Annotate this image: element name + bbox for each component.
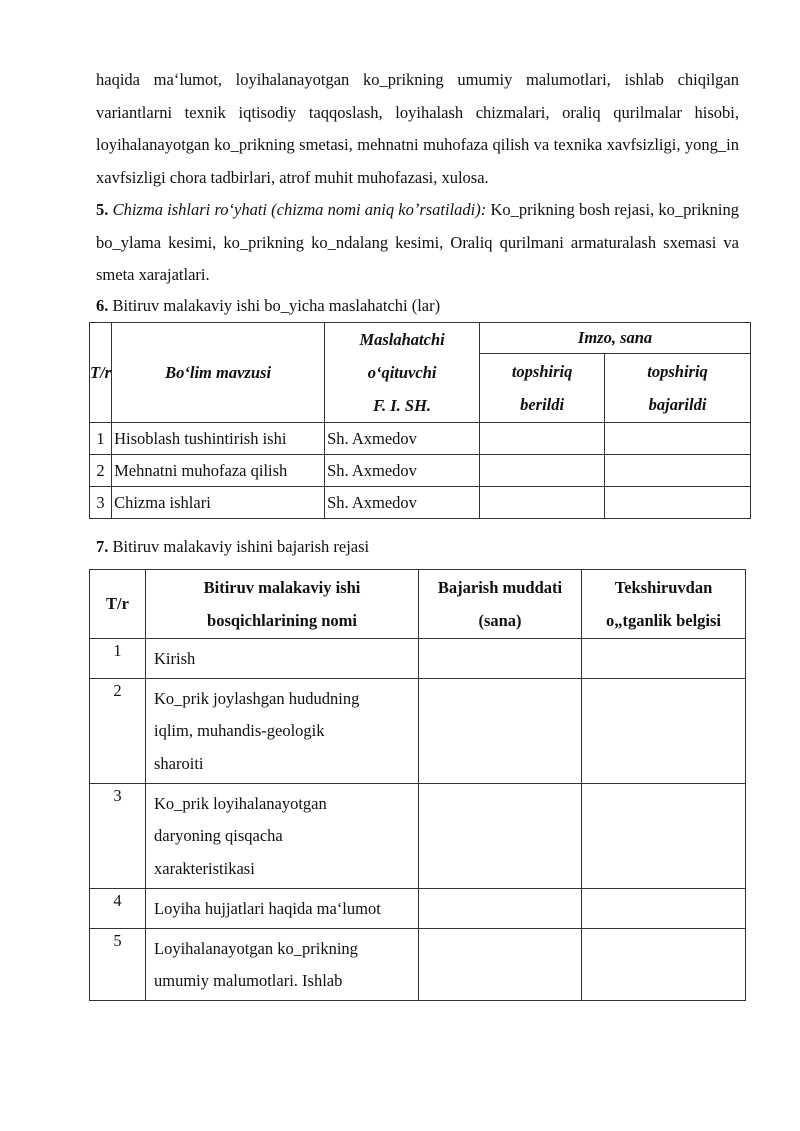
table-row: [90, 783, 746, 888]
row-berildi-cell: [480, 422, 605, 454]
plan-row-number: 4: [90, 888, 146, 928]
section-5-number: 5.: [96, 200, 109, 219]
plan-row-stage: [146, 888, 419, 928]
col-imzo-header: Imzo, sana: [480, 322, 751, 353]
stage-text-line: Loyiha hujjatlari haqida maʻlumot: [154, 898, 381, 918]
plan-row-check-cell: [582, 678, 746, 783]
plan-row-stage: [146, 783, 419, 888]
plan-row-deadline-cell: [419, 678, 582, 783]
document-page: [90, 64, 740, 1001]
table-row: [90, 422, 751, 454]
col-bajarildi-header: [605, 353, 751, 422]
table-row: [90, 888, 746, 928]
stage-text-line: xarakteristikasi: [154, 858, 255, 878]
stage-line-2: bosqichlarining nomi: [207, 610, 357, 630]
plan-row-check-cell: [582, 888, 746, 928]
row-number: 1: [90, 422, 112, 454]
section-5-title: Chizma ishlari roʻyhati (chizma nomi aniq koʼrsatiladi):: [112, 200, 487, 219]
row-topic: Chizma ishlari: [112, 486, 325, 518]
section-7-title: Bitiruv malakaviy ishini bajarish rejasi: [112, 536, 370, 556]
table-row: [90, 638, 746, 678]
section-6-title: Bitiruv malakaviy ishi bo_yicha maslahatchi (lar): [112, 295, 441, 315]
stage-text-line: umumiy malumotlari. Ishlab: [154, 971, 343, 990]
col-berildi-header: [480, 353, 605, 422]
maslahatchi-line-2: oʻqituvchi: [367, 362, 437, 382]
stage-text-line: Ko_prik joylashgan hududning: [154, 688, 360, 708]
row-bajarildi-cell: [605, 486, 751, 518]
plan-col-stage-header: [146, 569, 419, 638]
plan-col-deadline-header: [419, 569, 582, 638]
plan-row-check-cell: [582, 783, 746, 888]
table-row: [90, 678, 746, 783]
intro-paragraph: haqida maʻlumot, loyihalanayotgan ko_prikning umumiy malumotlari, ishlab chiqilgan variantlarni texnik iqtisodiy taqqoslash, loyihalash chizmalari, oraliq qurilmalar hisobi, loyihalanayotgan ko_prikning smetasi, mehnatni muhofaza qilish va texnika xavfsizligi, yong_in xavfsizligi chora tadbirlari, atrof muhit muhofazasi, xulosa.: [96, 70, 739, 187]
row-number: 3: [90, 486, 112, 518]
row-berildi-cell: [480, 454, 605, 486]
plan-row-number: 5: [90, 928, 146, 1000]
check-line-2: o„tganlik belgisi: [605, 610, 722, 630]
row-number: 2: [90, 454, 112, 486]
berildi-line-2: berildi: [520, 394, 565, 414]
deadline-line-2: (sana): [478, 610, 522, 630]
plan-row-number: 3: [90, 783, 146, 888]
row-advisor: Sh. Axmedov: [325, 486, 480, 518]
row-advisor: Sh. Axmedov: [325, 454, 480, 486]
row-topic: Mehnatni muhofaza qilish: [112, 454, 325, 486]
deadline-line-1: Bajarish muddati: [437, 577, 563, 597]
plan-row-deadline-cell: [419, 638, 582, 678]
plan-row-deadline-cell: [419, 783, 582, 888]
plan-row-deadline-cell: [419, 928, 582, 1000]
plan-row-number: 2: [90, 678, 146, 783]
plan-col-check-header: [582, 569, 746, 638]
check-line-1: Tekshiruvdan: [614, 577, 713, 597]
table-row: [90, 486, 751, 518]
section-6-number: 6.: [96, 295, 109, 315]
plan-row-stage: [146, 638, 419, 678]
section-6-heading: [96, 294, 739, 318]
col-tr-header: T/r: [90, 322, 112, 422]
table-row: [90, 928, 746, 1000]
row-bajarildi-cell: [605, 422, 751, 454]
stage-text-line: Ko_prik loyihalanayotgan: [154, 793, 327, 813]
plan-table: [89, 569, 746, 1001]
plan-row-stage: [146, 678, 419, 783]
plan-row-number: 1: [90, 638, 146, 678]
stage-text-line: iqlim, muhandis-geologik: [154, 721, 325, 740]
row-advisor: Sh. Axmedov: [325, 422, 480, 454]
stage-text-line: Kirish: [154, 648, 196, 668]
advisors-table: [89, 322, 751, 519]
bajarildi-line-2: bajarildi: [648, 394, 707, 414]
row-berildi-cell: [480, 486, 605, 518]
maslahatchi-line-1: Maslahatchi: [359, 329, 445, 349]
maslahatchi-line-3: F. I. SH.: [373, 395, 432, 415]
section-7-number: 7.: [96, 536, 109, 556]
section-5: [96, 194, 739, 292]
stage-text-line: Loyihalanayotgan ko_prikning: [154, 938, 358, 958]
col-bolim-header: Boʻlim mavzusi: [112, 322, 325, 422]
plan-row-check-cell: [582, 928, 746, 1000]
table-row: [90, 454, 751, 486]
section-7-heading: [96, 535, 739, 559]
berildi-line-1: topshiriq: [511, 361, 573, 381]
col-maslahatchi-header: [325, 322, 480, 422]
bajarildi-line-1: topshiriq: [647, 361, 708, 381]
plan-row-check-cell: [582, 638, 746, 678]
stage-text-line: sharoiti: [154, 753, 204, 773]
plan-row-stage: [146, 928, 419, 1000]
section-5-text: Ko_prikning bosh rejasi, ko_prikning bo_ylama kesimi, ko_prikning ko_ndalang kesimi, Oraliq qurilmani armaturalash sxemasi va smeta xarajatlari.: [96, 200, 740, 284]
row-topic: Hisoblash tushintirish ishi: [112, 422, 325, 454]
plan-col-tr-header: T/r: [90, 569, 146, 638]
stage-line-1: Bitiruv malakaviy ishi: [203, 577, 361, 597]
stage-text-line: daryoning qisqacha: [154, 826, 283, 845]
row-bajarildi-cell: [605, 454, 751, 486]
plan-row-deadline-cell: [419, 888, 582, 928]
